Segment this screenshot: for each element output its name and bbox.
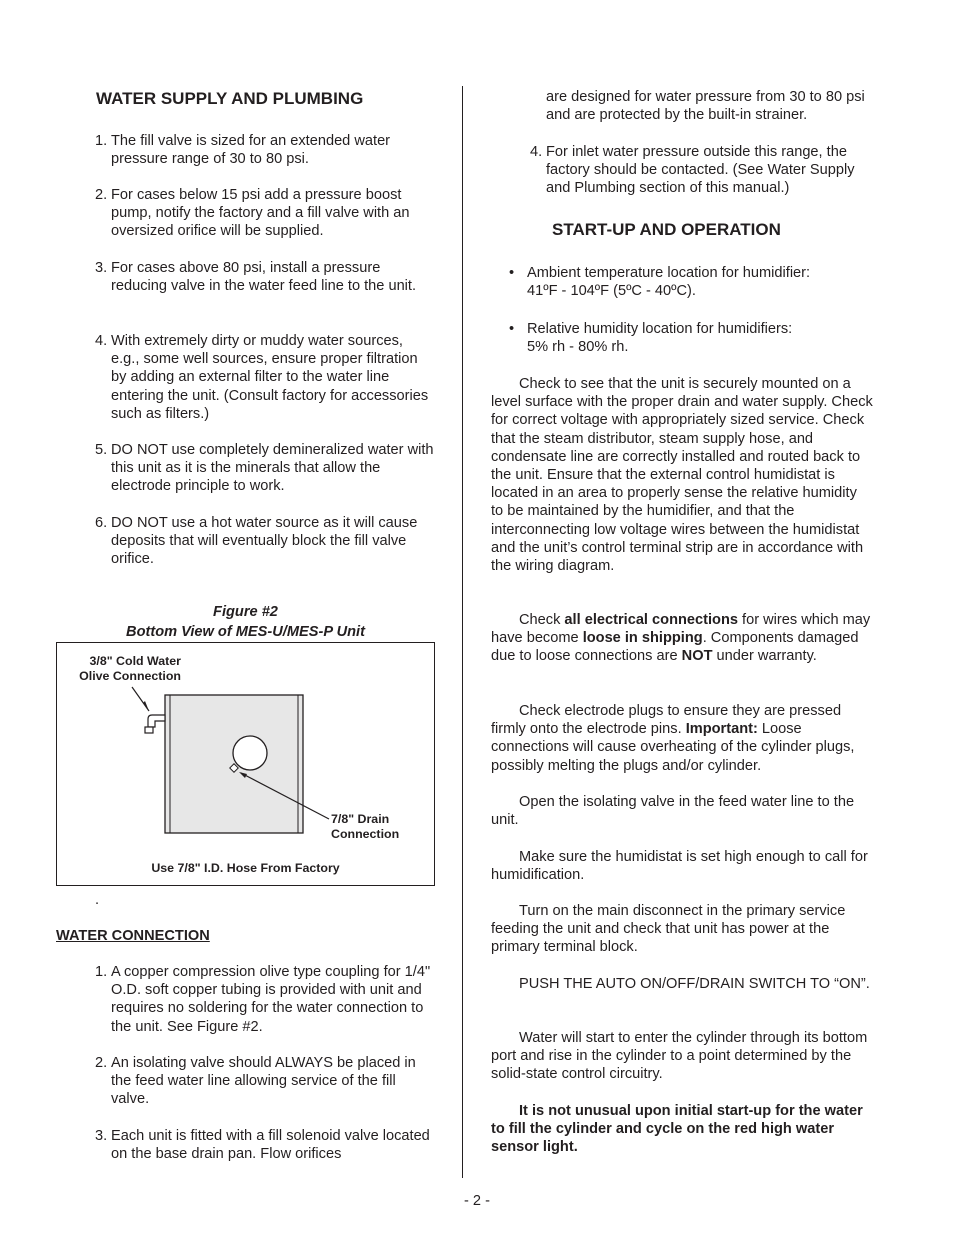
text-run: . Components damaged due to loose connections are — [491, 630, 859, 665]
section-heading-startup: START-UP AND OPERATION — [552, 220, 781, 239]
bullet-item — [509, 320, 869, 356]
list-item-text: For cases below 15 psi add a pressure boost pump, notify the factory and a fill valve with an oversized orifice will be supplied. — [111, 187, 410, 240]
section-heading-water-connection: WATER CONNECTION — [56, 928, 210, 944]
column-divider — [462, 86, 463, 1178]
bullet-item — [509, 264, 869, 300]
list-item-text: Each unit is fitted with a fill solenoid valve located on the base drain pan. Flow orifices — [111, 1128, 430, 1163]
text-run-bold: all electrical connections — [564, 612, 738, 628]
paragraph-humidistat: Make sure the humidistat is set high enough to call for humidification. — [491, 849, 868, 884]
list-item-number: 5. — [95, 442, 108, 458]
list-item — [95, 1054, 435, 1109]
bullet-line1: Ambient temperature location for humidifier: — [527, 265, 811, 281]
paragraph-electrode-plugs — [491, 702, 873, 775]
paragraph-water-enter: Water will start to enter the cylinder through its bottom port and rise in the cylinder to a point determined by the solid-state control circuitry. — [491, 1030, 868, 1083]
list-item — [95, 514, 435, 569]
label-drain — [331, 812, 399, 843]
stray-dot: . — [95, 892, 100, 908]
label-cold-water-line2: Olive Connection — [79, 669, 181, 684]
list-item-number: 3. — [95, 260, 108, 276]
text-run: for wires which may have become — [491, 612, 871, 647]
paragraph-check-mounting: Check to see that the unit is securely mounted on a level surface with the proper drain and water supply. Check for correct voltage with appropriately sized service. Check that the steam distributor, steam supply hose, and condensate line are correctly installed and routed back to the unit. Ensure that the external control humidistat is located in an area to properly sense the relative humidity to be maintained by the humidifier, and that the interconnecting low voltage wires between the humidistat and the unit’s control terminal strip are in accordance with the wiring diagram. — [491, 376, 873, 575]
list-item-number: 4. — [530, 144, 543, 160]
list-item-number: 2. — [95, 187, 108, 203]
text-run-bold: Important: — [685, 721, 758, 738]
text-run: Check electrode plugs to ensure they are pressed firmly onto the electrode pins. — [491, 703, 842, 738]
list-item-number: 3. — [95, 1128, 108, 1144]
paragraph-push-switch: PUSH THE AUTO ON/OFF/DRAIN SWITCH TO “ON”. — [519, 976, 870, 992]
bullet-line1: Relative humidity location for humidifiers: — [527, 321, 793, 337]
olive-connection-icon — [148, 715, 165, 727]
list-item-number: 1. — [95, 133, 108, 149]
list-item — [95, 963, 435, 1036]
figure-caption-number: Figure #2 — [213, 604, 278, 620]
list-item — [95, 1127, 435, 1163]
text-run-bold: loose in shipping — [582, 630, 703, 647]
paragraph-startup-note: It is not unusual upon initial start-up for the water to fill the cylinder and cycle on the red high water sensor light. — [491, 1103, 863, 1156]
list-item — [95, 441, 435, 496]
list-item — [95, 186, 435, 241]
bullet-line2: 5% rh - 80% rh. — [527, 339, 629, 356]
text-run: Check — [519, 612, 565, 628]
text-run: Loose connections will cause overheating of the cylinder plugs, possibly melting the plugs and/or cylinder. — [491, 721, 855, 774]
continued-text: are designed for water pressure from 30 to 80 psi and are protected by the built-in strainer. — [546, 89, 865, 124]
paragraph-isolating-valve: Open the isolating valve in the feed water line to the unit. — [491, 794, 855, 829]
list-item-number: 2. — [95, 1055, 108, 1071]
list-item-text: The fill valve is sized for an extended water pressure range of 30 to 80 psi. — [111, 133, 391, 168]
list-item-text: DO NOT use completely demineralized water with this unit as it is the minerals that allow the electrode principle to work. — [111, 442, 434, 495]
paragraph-main-disconnect: Turn on the main disconnect in the primary service feeding the unit and check that unit has power at the primary terminal block. — [491, 903, 846, 956]
cold-water-arrowhead-icon — [143, 701, 149, 711]
list-item-text: For cases above 80 psi, install a pressure reducing valve in the water feed line to the unit. — [111, 260, 417, 295]
list-item-text: A copper compression olive type coupling for 1/4" O.D. soft copper tubing is provided with unit and requires no soldering for the water connection to the unit. See Figure #2. — [111, 964, 431, 1035]
list-item-text: DO NOT use a hot water source as it will cause deposits that will eventually block the fill valve orifice. — [111, 515, 418, 568]
text-run: under warranty. — [712, 648, 817, 665]
list-item-number: 1. — [95, 964, 108, 980]
label-cold-water — [69, 654, 181, 685]
label-drain-line1: 7/8" Drain — [331, 812, 390, 826]
olive-nut-icon — [145, 727, 153, 733]
bullet-icon: • — [509, 321, 515, 337]
list-item — [95, 332, 435, 423]
label-drain-line2: Connection — [331, 827, 400, 842]
figure-box — [56, 642, 435, 886]
figure-caption-title: Bottom View of MES-U/MES-P Unit — [126, 624, 365, 640]
list-item — [530, 143, 871, 198]
list-item-number: 6. — [95, 515, 108, 531]
paragraph-electrical-connections — [491, 611, 873, 666]
label-cold-water-line1: 3/8" Cold Water — [89, 654, 181, 668]
page-number: - 2 - — [464, 1193, 490, 1209]
text-run-bold: NOT — [681, 648, 713, 665]
bullet-line2: 41ºF - 104ºF (5ºC - 40ºC). — [527, 283, 696, 300]
drain-port-icon — [233, 736, 267, 770]
list-item — [95, 259, 435, 295]
list-item-text: With extremely dirty or muddy water sources, e.g., some well sources, ensure proper filtration by adding an external filter to the water line entering the unit. (Consult factory for accessories such as filters.) — [111, 333, 429, 422]
bullet-icon: • — [509, 265, 515, 281]
list-item-number: 4. — [95, 333, 108, 349]
list-item-text: For inlet water pressure outside this range, the factory should be contacted. (See Water Supply and Plumbing section of this manual.) — [546, 144, 855, 197]
list-item-text: An isolating valve should ALWAYS be placed in the feed water line allowing service of the fill valve. — [111, 1055, 416, 1108]
label-hose: Use 7/8" I.D. Hose From Factory — [151, 861, 340, 875]
list-item — [95, 132, 435, 168]
section-heading-water-supply: WATER SUPPLY AND PLUMBING — [96, 89, 364, 108]
